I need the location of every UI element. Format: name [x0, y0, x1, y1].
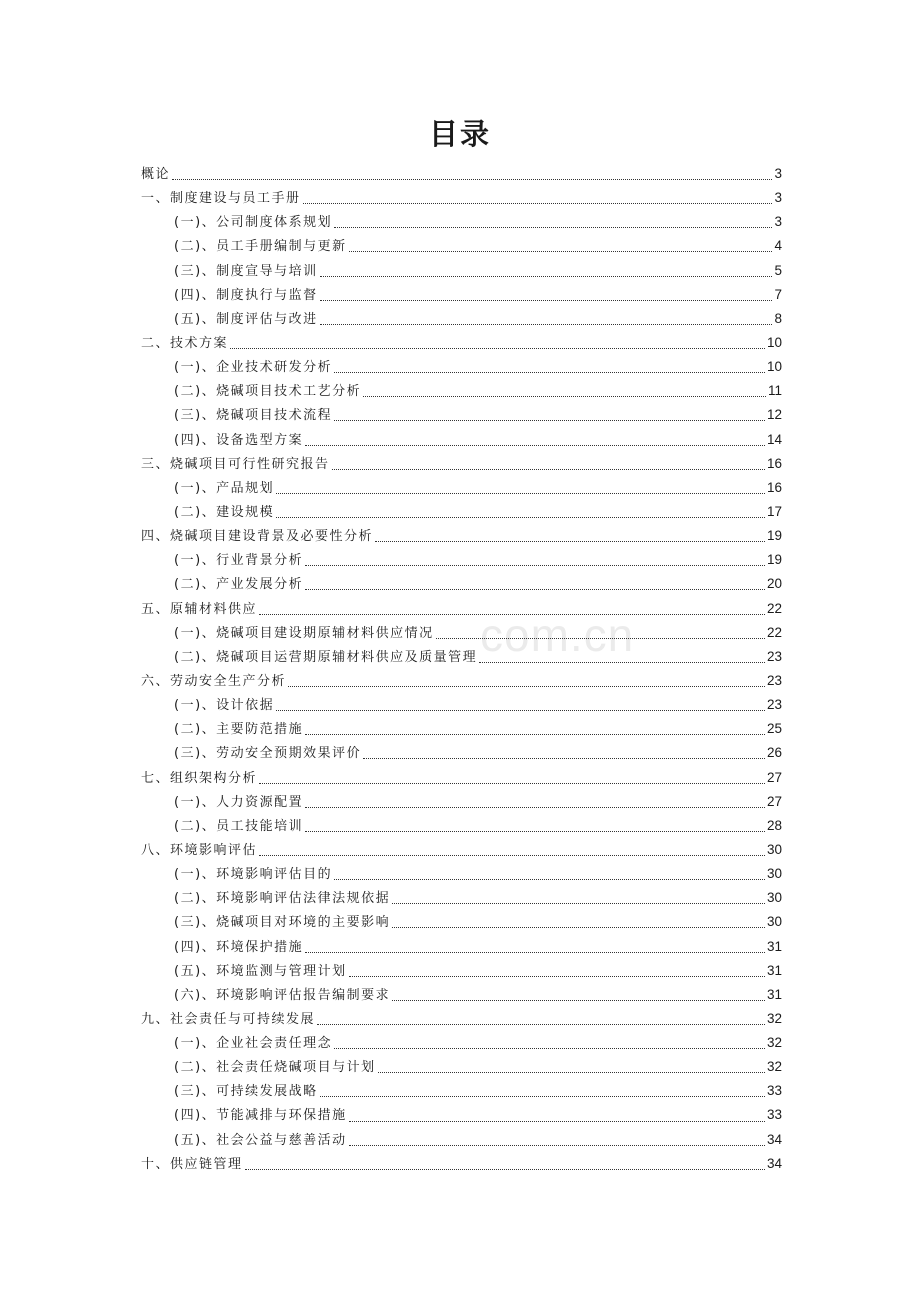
toc-entry-label: (五)、环境监测与管理计划	[174, 963, 347, 979]
toc-entry-label: 九、社会责任与可持续发展	[141, 1011, 316, 1027]
dot-leader	[230, 347, 765, 349]
toc-entry-label: (三)、可持续发展战略	[174, 1084, 318, 1100]
dot-leader	[317, 1023, 765, 1025]
toc-entry-page-number: 20	[766, 576, 782, 592]
toc-entry-label: (一)、设计依据	[174, 698, 275, 714]
toc-entry-label: (一)、行业背景分析	[174, 553, 304, 569]
toc-entry[interactable]	[141, 1128, 782, 1152]
toc-entry[interactable]	[141, 983, 782, 1007]
toc-entry[interactable]	[141, 862, 782, 886]
toc-entry[interactable]	[141, 621, 782, 645]
toc-entry-label: (二)、环境影响评估法律法规依据	[174, 891, 391, 907]
toc-entry-label: (四)、设备选型方案	[174, 432, 304, 448]
toc-entry-page-number: 22	[766, 600, 782, 616]
toc-entry-page-number: 5	[774, 262, 782, 278]
toc-entry-page-number: 30	[766, 841, 782, 857]
toc-entry[interactable]	[141, 1055, 782, 1079]
dot-leader	[349, 975, 765, 977]
toc-entry-page-number: 32	[766, 1035, 782, 1051]
toc-entry-label: (一)、企业社会责任理念	[174, 1036, 333, 1052]
dot-leader	[349, 1144, 765, 1146]
dot-leader	[334, 878, 765, 880]
dot-leader	[363, 757, 765, 759]
toc-entry-label: 二、技术方案	[141, 335, 229, 351]
page-title: 目录	[428, 117, 491, 151]
toc-entry-label: (六)、环境影响评估报告编制要求	[174, 987, 391, 1003]
toc-entry[interactable]	[141, 959, 782, 983]
toc-entry-label: (二)、社会责任烧碱项目与计划	[174, 1060, 376, 1076]
dot-leader	[378, 1071, 765, 1073]
toc-entry[interactable]	[141, 452, 782, 476]
dot-leader	[332, 468, 765, 470]
toc-entry-page-number: 17	[766, 503, 782, 519]
toc-entry-page-number: 30	[766, 890, 782, 906]
dot-leader	[172, 178, 772, 180]
toc-entry-label: (四)、制度执行与监督	[174, 287, 318, 303]
toc-entry[interactable]	[141, 572, 782, 596]
toc-entry-label: (三)、制度宣导与培训	[174, 263, 318, 279]
toc-entry-label: (三)、烧碱项目技术流程	[174, 408, 333, 424]
dot-leader	[245, 1168, 765, 1170]
toc-entry-label: 概论	[141, 167, 171, 182]
dot-leader	[303, 202, 773, 204]
toc-entry-page-number: 27	[766, 769, 782, 785]
toc-entry-label: (一)、产品规划	[174, 480, 275, 496]
toc-entry-label: 八、环境影响评估	[141, 842, 258, 858]
dot-leader	[392, 926, 765, 928]
toc-entry[interactable]	[141, 1152, 782, 1176]
dot-leader	[288, 685, 765, 687]
toc-entry-label: 六、劳动安全生产分析	[141, 673, 287, 689]
toc-entry[interactable]	[141, 162, 782, 186]
toc-entry-label: (一)、企业技术研发分析	[174, 360, 333, 376]
dot-leader	[305, 444, 765, 446]
toc-entry-page-number: 32	[766, 1010, 782, 1026]
toc-entry-page-number: 33	[766, 1083, 782, 1099]
dot-leader	[320, 1095, 765, 1097]
toc-entry-label: (五)、制度评估与改进	[174, 311, 318, 327]
toc-entry-label: 一、制度建设与员工手册	[141, 191, 301, 207]
toc-entry-label: (二)、烧碱项目技术工艺分析	[174, 384, 362, 400]
toc-entry-page-number: 14	[766, 431, 782, 447]
toc-entry-label: (一)、公司制度体系规划	[174, 215, 333, 231]
dot-leader	[276, 492, 765, 494]
toc-entry-label: (四)、节能减排与环保措施	[174, 1108, 347, 1124]
toc-entry-page-number: 28	[766, 817, 782, 833]
toc-entry[interactable]	[141, 379, 782, 403]
toc-entry-page-number: 16	[766, 455, 782, 471]
toc-entry-page-number: 23	[766, 697, 782, 713]
dot-leader	[436, 637, 765, 639]
toc-entry[interactable]	[141, 307, 782, 331]
dot-leader	[305, 733, 765, 735]
dot-leader	[334, 226, 772, 228]
toc-entry[interactable]	[141, 766, 782, 790]
toc-entry[interactable]	[141, 935, 782, 959]
toc-entry-page-number: 22	[766, 624, 782, 640]
toc-entry-page-number: 34	[766, 1131, 782, 1147]
toc-entry-page-number: 3	[774, 166, 782, 181]
toc-entry-page-number: 12	[766, 407, 782, 423]
toc-entry-label: 五、原辅材料供应	[141, 601, 258, 617]
toc-entry-page-number: 23	[766, 672, 782, 688]
toc-entry-page-number: 27	[766, 793, 782, 809]
table-of-contents	[141, 162, 782, 1176]
dot-leader	[349, 1120, 765, 1122]
dot-leader	[320, 299, 773, 301]
toc-entry[interactable]	[141, 1103, 782, 1127]
toc-entry[interactable]	[141, 645, 782, 669]
toc-entry-label: (二)、建设规模	[174, 504, 275, 520]
toc-entry[interactable]	[141, 910, 782, 934]
dot-leader	[334, 419, 765, 421]
dot-leader	[363, 395, 766, 397]
toc-entry[interactable]	[141, 1079, 782, 1103]
toc-entry-label: (三)、劳动安全预期效果评价	[174, 746, 362, 762]
toc-entry-page-number: 4	[774, 238, 782, 254]
dot-leader	[334, 371, 765, 373]
toc-entry-label: (五)、社会公益与慈善活动	[174, 1132, 347, 1148]
toc-entry[interactable]	[141, 476, 782, 500]
toc-entry[interactable]	[141, 283, 782, 307]
dot-leader	[276, 516, 765, 518]
toc-entry[interactable]	[141, 428, 782, 452]
toc-entry-label: (一)、人力资源配置	[174, 794, 304, 810]
toc-entry[interactable]	[141, 838, 782, 862]
toc-entry-page-number: 31	[766, 962, 782, 978]
toc-entry-label: (二)、主要防范措施	[174, 722, 304, 738]
dot-leader	[320, 323, 773, 325]
toc-entry-label: (二)、烧碱项目运营期原辅材料供应及质量管理	[174, 649, 478, 665]
dot-leader	[479, 661, 765, 663]
toc-entry[interactable]	[141, 500, 782, 524]
dot-leader	[305, 951, 765, 953]
toc-entry-page-number: 31	[766, 986, 782, 1002]
toc-entry-page-number: 30	[766, 866, 782, 882]
toc-entry-page-number: 11	[767, 383, 782, 399]
toc-entry-label: (三)、烧碱项目对环境的主要影响	[174, 915, 391, 931]
toc-entry-page-number: 8	[774, 310, 782, 326]
toc-entry-page-number: 32	[766, 1059, 782, 1075]
toc-entry[interactable]	[141, 355, 782, 379]
dot-leader	[349, 250, 773, 252]
toc-entry-page-number: 10	[766, 334, 782, 350]
toc-entry[interactable]	[141, 1031, 782, 1055]
toc-entry-label: 三、烧碱项目可行性研究报告	[141, 456, 330, 472]
toc-entry[interactable]	[141, 186, 782, 210]
toc-entry-page-number: 30	[766, 914, 782, 930]
toc-entry[interactable]	[141, 886, 782, 910]
toc-entry[interactable]	[141, 234, 782, 258]
toc-entry[interactable]	[141, 790, 782, 814]
toc-entry[interactable]	[141, 259, 782, 283]
toc-entry-page-number: 16	[766, 479, 782, 495]
toc-entry[interactable]	[141, 210, 782, 234]
dot-leader	[276, 709, 765, 711]
dot-leader	[305, 806, 765, 808]
toc-entry[interactable]	[141, 717, 782, 741]
dot-leader	[320, 275, 773, 277]
toc-entry-label: (二)、员工技能培训	[174, 818, 304, 834]
toc-entry-label: 七、组织架构分析	[141, 770, 258, 786]
toc-entry-label: 十、供应链管理	[141, 1156, 243, 1172]
dot-leader	[392, 902, 765, 904]
toc-entry[interactable]	[141, 597, 782, 621]
toc-entry-page-number: 31	[766, 938, 782, 954]
toc-entry[interactable]	[141, 403, 782, 427]
toc-entry-page-number: 23	[766, 648, 782, 664]
toc-entry-page-number: 3	[774, 214, 782, 230]
toc-entry-page-number: 7	[774, 286, 782, 302]
toc-entry[interactable]	[141, 524, 782, 548]
dot-leader	[259, 613, 765, 615]
toc-entry-label: (一)、烧碱项目建设期原辅材料供应情况	[174, 625, 434, 641]
toc-entry-page-number: 3	[774, 190, 782, 206]
toc-entry-page-number: 25	[766, 721, 782, 737]
dot-leader	[259, 854, 765, 856]
toc-entry-page-number: 19	[766, 528, 782, 544]
toc-entry[interactable]	[141, 331, 782, 355]
toc-entry-label: (四)、环境保护措施	[174, 939, 304, 955]
dot-leader	[305, 564, 765, 566]
toc-entry-label: (二)、员工手册编制与更新	[174, 239, 347, 255]
toc-entry[interactable]	[141, 669, 782, 693]
toc-entry-page-number: 10	[766, 359, 782, 375]
dot-leader	[392, 999, 765, 1001]
toc-entry-page-number: 19	[766, 552, 782, 568]
dot-leader	[305, 588, 765, 590]
toc-entry[interactable]	[141, 693, 782, 717]
toc-entry-label: (二)、产业发展分析	[174, 577, 304, 593]
watermark: com.cn	[480, 609, 635, 661]
dot-leader	[375, 540, 765, 542]
toc-entry[interactable]	[141, 741, 782, 765]
toc-entry-page-number: 33	[766, 1107, 782, 1123]
toc-entry-label: 四、烧碱项目建设背景及必要性分析	[141, 529, 374, 545]
toc-entry-page-number: 34	[766, 1155, 782, 1171]
dot-leader	[259, 782, 765, 784]
toc-entry[interactable]	[141, 1007, 782, 1031]
toc-entry[interactable]	[141, 548, 782, 572]
toc-entry-page-number: 26	[766, 745, 782, 761]
toc-entry[interactable]	[141, 814, 782, 838]
dot-leader	[334, 1047, 765, 1049]
toc-entry-label: (一)、环境影响评估目的	[174, 867, 333, 883]
dot-leader	[305, 830, 765, 832]
